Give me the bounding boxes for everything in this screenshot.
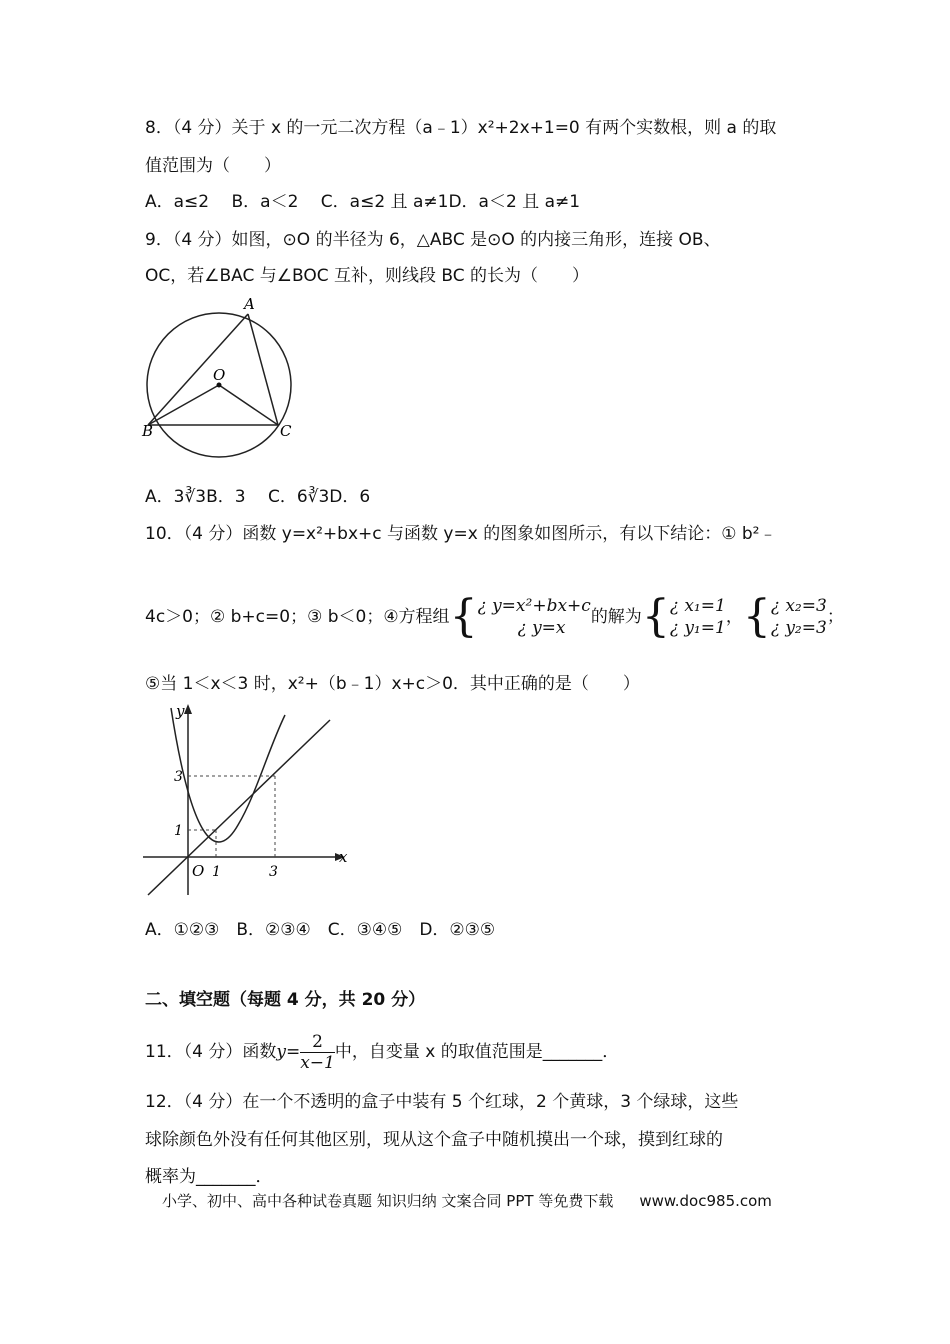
- q10-sol2-row1: ¿ x₂=3: [770, 596, 827, 616]
- q9-options: A．3∛3B．3 C．6∛3D．6: [145, 487, 371, 507]
- label-b: B: [142, 422, 154, 440]
- q12-line1: 12．（4 分）在一个不透明的盒子中装有 5 个红球，2 个黄球，3 个绿球，这些: [145, 1092, 739, 1112]
- tick-x-1: 1: [212, 864, 221, 880]
- chord-ab: [148, 314, 248, 425]
- label-c: C: [280, 422, 292, 440]
- q11-numerator: 2: [300, 1032, 335, 1053]
- q10-line2-mid: 的解为: [590, 607, 642, 627]
- tick-y-1: 1: [174, 823, 183, 839]
- section2-title: 二、填空题（每题 4 分，共 20 分）: [145, 990, 426, 1010]
- q9-circle-figure: [138, 294, 306, 464]
- q10-system-row1: ¿ y=x²+bx+c: [477, 596, 591, 616]
- footer-text: 小学、初中、高中各种试卷真题 知识归纳 文案合同 PPT 等免费下载: [162, 1192, 614, 1210]
- tick-x-3: 3: [269, 864, 278, 880]
- label-origin: O: [192, 862, 205, 880]
- q10-system-row2: ¿ y=x: [517, 618, 566, 638]
- q10-line2: 4c＞0；② b+c=0；③ b＜0；④方程组{ ¿ y=x²+bx+c ¿ y=x 的解为{ ¿ x₁=1 ¿ y₁=1 ，{ ¿ x₂=3 ¿ y₂=3 ；: [145, 591, 844, 642]
- q10-end: ；: [826, 607, 844, 627]
- q10-solution2: [771, 595, 827, 639]
- q8-line1: 8．（4 分）关于 x 的一元二次方程（a﹣1）x²+2x+1=0 有两个实数根，则 a 的取: [145, 118, 777, 138]
- q10-line1: 10．（4 分）函数 y=x²+bx+c 与函数 y=x 的图象如图所示，有以下结论：① b²﹣: [145, 524, 777, 544]
- q10-sol1-row1: ¿ x₁=1: [669, 596, 726, 616]
- label-a: A: [244, 295, 255, 313]
- y-axis-arrow: [184, 704, 192, 714]
- q8-options: A．a≤2 B．a＜2 C．a≤2 且 a≠1D．a＜2 且 a≠1: [145, 192, 581, 212]
- label-o: O: [213, 366, 226, 384]
- label-y: y: [176, 702, 185, 720]
- label-x: x: [339, 848, 348, 866]
- footer-url[interactable]: www.doc985.com: [639, 1192, 772, 1210]
- q11-pre: 11．（4 分）函数: [145, 1042, 277, 1062]
- q10-line3: ⑤当 1＜x＜3 时，x²+（b﹣1）x+c＞0．其中正确的是（ ）: [145, 674, 640, 694]
- q9-line2: OC，若∠BAC 与∠BOC 互补，则线段 BC 的长为（ ）: [145, 266, 590, 286]
- q10-sol2-row2: ¿ y₂=3: [770, 618, 827, 638]
- q11-post: 中，自变量 x 的取值范围是_______．: [334, 1042, 620, 1062]
- q11-fraction: [300, 1032, 335, 1073]
- tick-y-3: 3: [174, 769, 183, 785]
- footer: [162, 1190, 772, 1211]
- line-y-equals-x: [148, 720, 330, 895]
- q9-line1: 9．（4 分）如图，⊙O 的半径为 6，△ABC 是⊙O 的内接三角形，连接 OB、: [145, 230, 721, 250]
- q10-sol1-row2: ¿ y₁=1: [669, 618, 726, 638]
- q10-line2-pre: 4c＞0；② b+c=0；③ b＜0；④方程组: [145, 607, 450, 627]
- q12-line3: 概率为_______．: [145, 1167, 273, 1187]
- q12-line2: 球除颜色外没有任何其他区别，现从这个盒子中随机摸出一个球，摸到红球的: [145, 1130, 723, 1150]
- q11-denominator: x−1: [300, 1052, 335, 1073]
- radius-ob: [148, 385, 219, 425]
- q11-y: y=: [276, 1042, 301, 1062]
- q11-line: [145, 1030, 619, 1074]
- q10-solution1: [670, 595, 726, 639]
- q8-line2: 值范围为（ ）: [145, 156, 281, 176]
- q10-system: [478, 595, 591, 639]
- q10-options: A．①②③ B．②③④ C．③④⑤ D．②③⑤: [145, 920, 496, 940]
- q10-graph-figure: [138, 700, 358, 900]
- q10-sep: ，: [725, 607, 743, 627]
